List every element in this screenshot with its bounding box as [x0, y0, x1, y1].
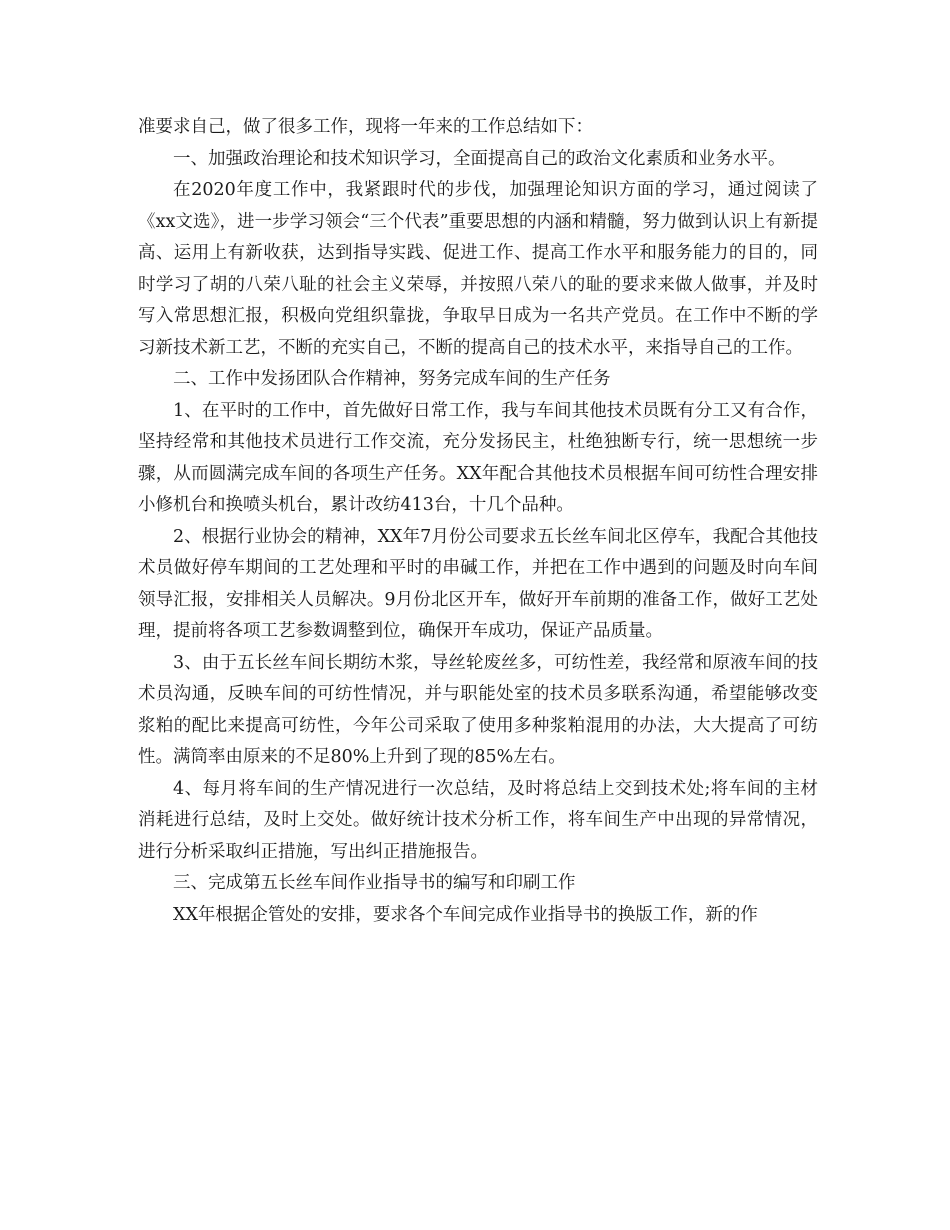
section-heading-3: 三、完成第五长丝车间作业指导书的编写和印刷工作 — [173, 873, 576, 893]
list-item-4: 4、每月将车间的生产情况进行一次总结，及时将总结上交到技术处;将车间的主材消耗进行总结，及时上交处。做好统计技术分析工作，将车间生产中出现的异常情况，进行分析采取纠正措施，写出纠正措施报告。 — [138, 778, 818, 862]
paragraph-3: XX年根据企管处的安排，要求各个车间完成作业指导书的换版工作，新的作 — [173, 904, 758, 925]
list-item-1: 1、在平时的工作中，首先做好日常工作，我与车间其他技术员既有分工又有合作，坚持经常和其他技术员进行工作交流，充分发扬民主，杜绝独断专行，统一思想统一步骤，从而圆满完成车间的各项生产任务。XX年配合其他技术员根据车间可纺性合理安排小修机台和换喷头机台，累计改纺413台，十几个品种。 — [138, 400, 818, 515]
section-heading-2: 二、工作中发扬团队合作精神，努务完成车间的生产任务 — [173, 369, 611, 389]
list-item-3: 3、由于五长丝车间长期纺木浆，导丝轮废丝多，可纺性差，我经常和原液车间的技术员沟通，反映车间的可纺性情况，并与职能处室的技术员多联系沟通，希望能够改变浆粕的配比来提高可纺性，今年公司采取了使用多种浆粕混用的办法，大大提高了可纺性。满筒率由原来的不足80%上升到了现的85%左右。 — [138, 652, 818, 767]
paragraph-2: 在2020年度工作中，我紧跟时代的步伐，加强理论知识方面的学习，通过阅读了《xx文选》，进一步学习领会“三个代表”重要思想的内涵和精髓，努力做到认识上有新提高、运用上有新收获，达到指导实践、促进工作、提高工作水平和服务能力的目的，同时学习了胡的八荣八耻的社会主义荣辱，并按照八荣八的耻的要求来做人做事，并及时写入常思想汇报，积极向党组织靠拢，争取早日成为一名共产党员。在工作中不断的学习新技术新工艺，不断的充实自己，不断的提高自己的技术水平，来指导自己的工作。 — [138, 180, 818, 358]
paragraph-1: 准要求自己，做了很多工作，现将一年来的工作总结如下： — [138, 117, 593, 137]
section-heading-1: 一、加强政治理论和技术知识学习，全面提高自己的政治文化素质和业务水平。 — [173, 148, 786, 169]
list-item-2: 2、根据行业协会的精神，XX年7月份公司要求五长丝车间北区停车，我配合其他技术员做好停车期间的工艺处理和平时的串碱工作，并把在工作中遇到的问题及时向车间领导汇报，安排相关人员解决。9月份北区开车，做好开车前期的准备工作，做好工艺处理，提前将各项工艺参数调整到位，确保开车成功，保证产品质量。 — [138, 526, 818, 641]
